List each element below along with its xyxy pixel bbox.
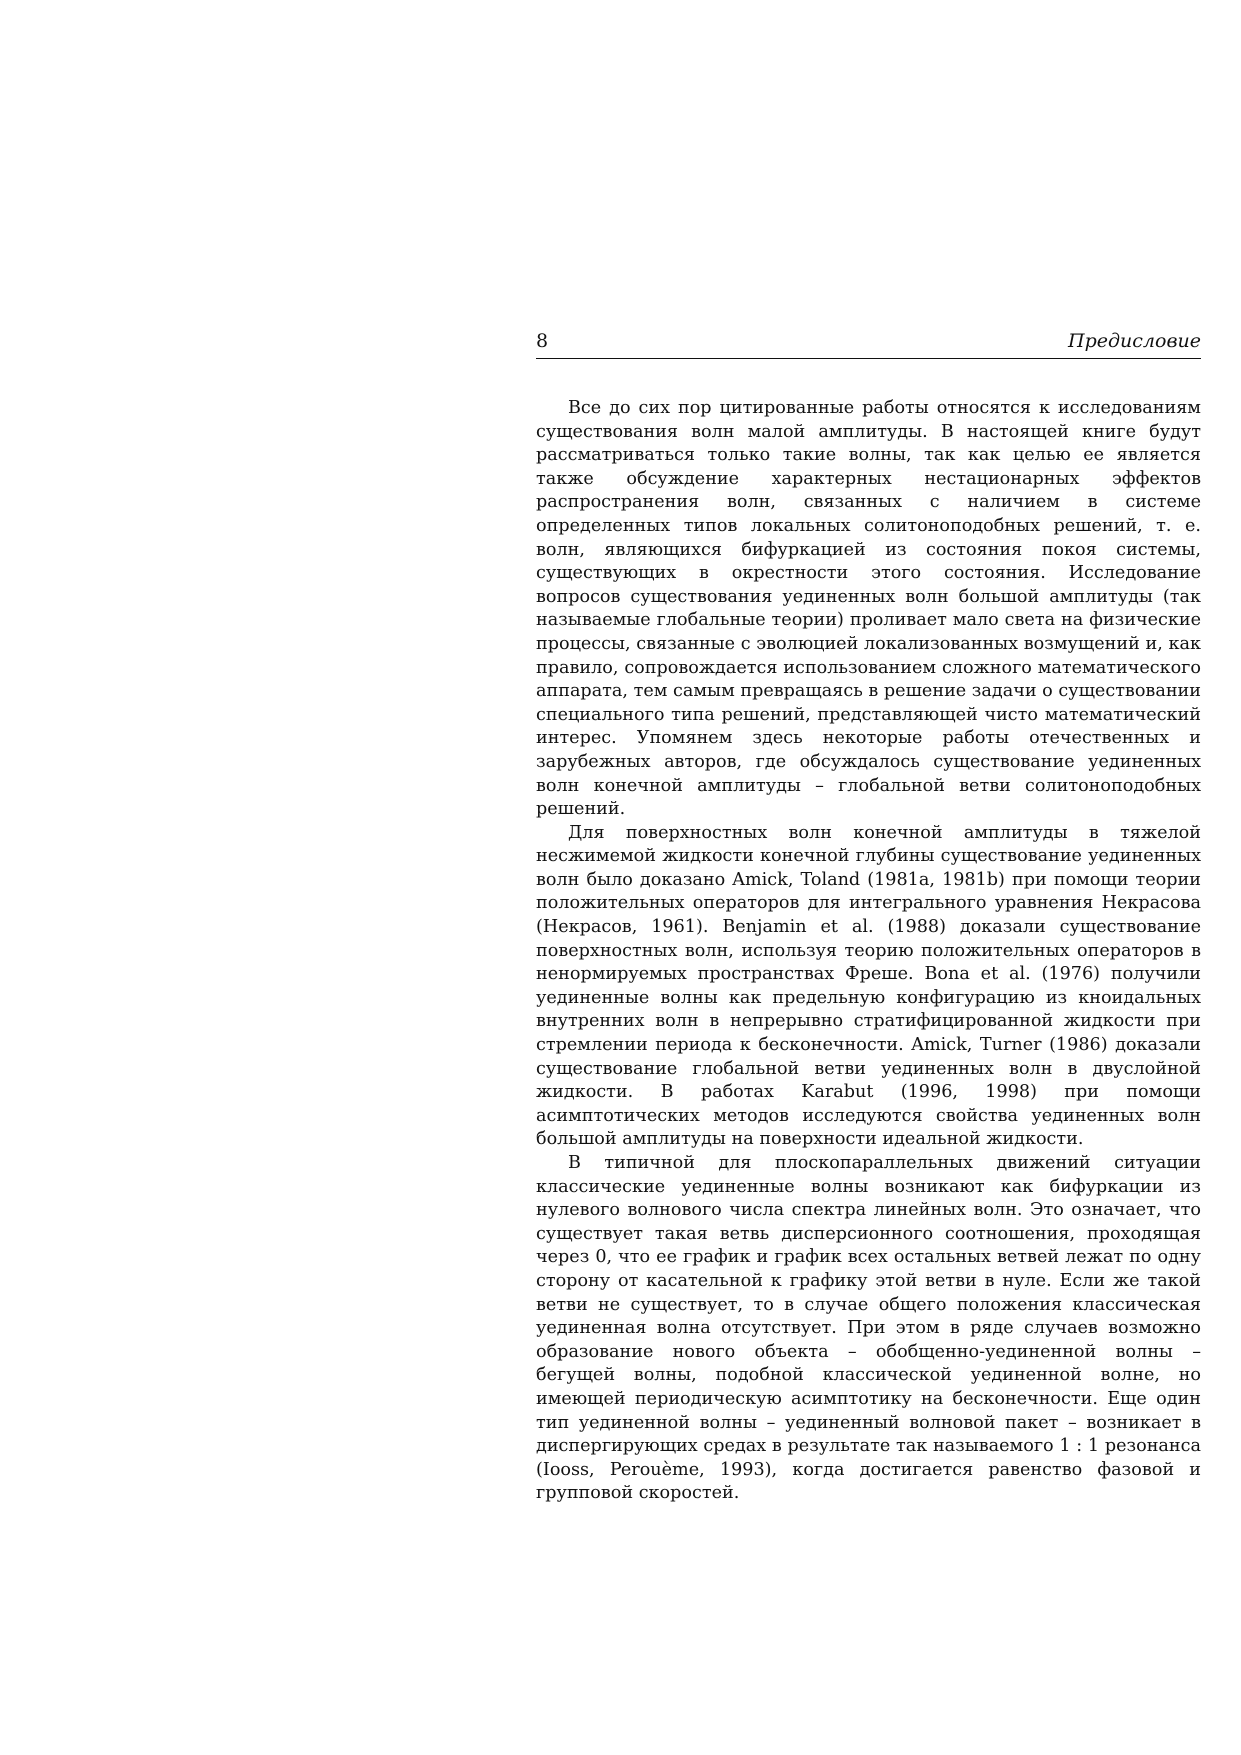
body-text	[536, 397, 1201, 1506]
book-page	[536, 328, 1201, 1506]
paragraph-3: В типичной для плоскопараллельных движений ситуации классические уединенные волны возникают как бифуркации из нулевого волнового числа спектра линейных волн. Это означает, что существует такая ветвь дисперсионного соотношения, проходящая через 0, что ее график и график всех остальных ветвей лежат по одну сторону от касательной к графику этой ветви в нуле. Если же такой ветви не существует, то в случае общего положения классическая уединенная волна отсутствует. При этом в ряде случаев возможно образование нового объекта – обобщенно-уединенной волны – бегущей волны, подобной классической уединенной волне, но имеющей периодическую асимптотику на бесконечности. Еще один тип уединенной волны – уединенный волновой пакет – возникает в диспергирующих средах в результате так называемого 1 : 1 резонанса (Iooss, Perouème, 1993), когда достигается равенство фазовой и групповой скоростей.	[536, 1153, 1201, 1504]
paragraph-1: Все до сих пор цитированные работы относятся к исследованиям существования волн малой амплитуды. В настоящей книге будут рассматриваться только такие волны, так как целью ее является также обсуждение характерных нестационарных эффектов распространения волн, связанных с наличием в системе определенных типов локальных солитоноподобных решений, т. е. волн, являющихся бифуркацией из состояния покоя системы, существующих в окрестности этого состояния. Исследование вопросов существования уединенных волн большой амплитуды (так называемые глобальные теории) проливает мало света на физические процессы, связанные с эволюцией локализованных возмущений и, как правило, сопровождается использованием сложного математического аппарата, тем самым превращаясь в решение задачи о существовании специального типа решений, представляющей чисто математический интерес. Упомянем здесь некоторые работы отечественных и зарубежных авторов, где обсуждалось существование уединенных волн конечной амплитуды – глобальной ветви солитоноподобных решений.	[536, 398, 1201, 820]
page-number: 8	[536, 330, 549, 352]
running-header	[536, 328, 1201, 359]
paragraph-2: Для поверхностных волн конечной амплитуды в тяжелой несжимемой жидкости конечной глубины существование уединенных волн было доказано Amick, Toland (1981a, 1981b) при помощи теории положительных операторов для интегрального уравнения Некрасова (Некрасов, 1961). Benjamin et al. (1988) доказали существование поверхностных волн, используя теорию положительных операторов в ненормируемых пространствах Фреше. Bona et al. (1976) получили уединенные волны как предельную конфигурацию из кноидальных внутренних волн в непрерывно стратифицированной жидкости при стремлении периода к бесконечности. Amick, Turner (1986) доказали существование глобальной ветви уединенных волн в двуслойной жидкости. В работах Karabut (1996, 1998) при помощи асимптотических методов исследуются свойства уединенных волн большой амплитуды на поверхности идеальной жидкости.	[536, 822, 1201, 1150]
section-title: Предисловие	[1068, 330, 1201, 352]
